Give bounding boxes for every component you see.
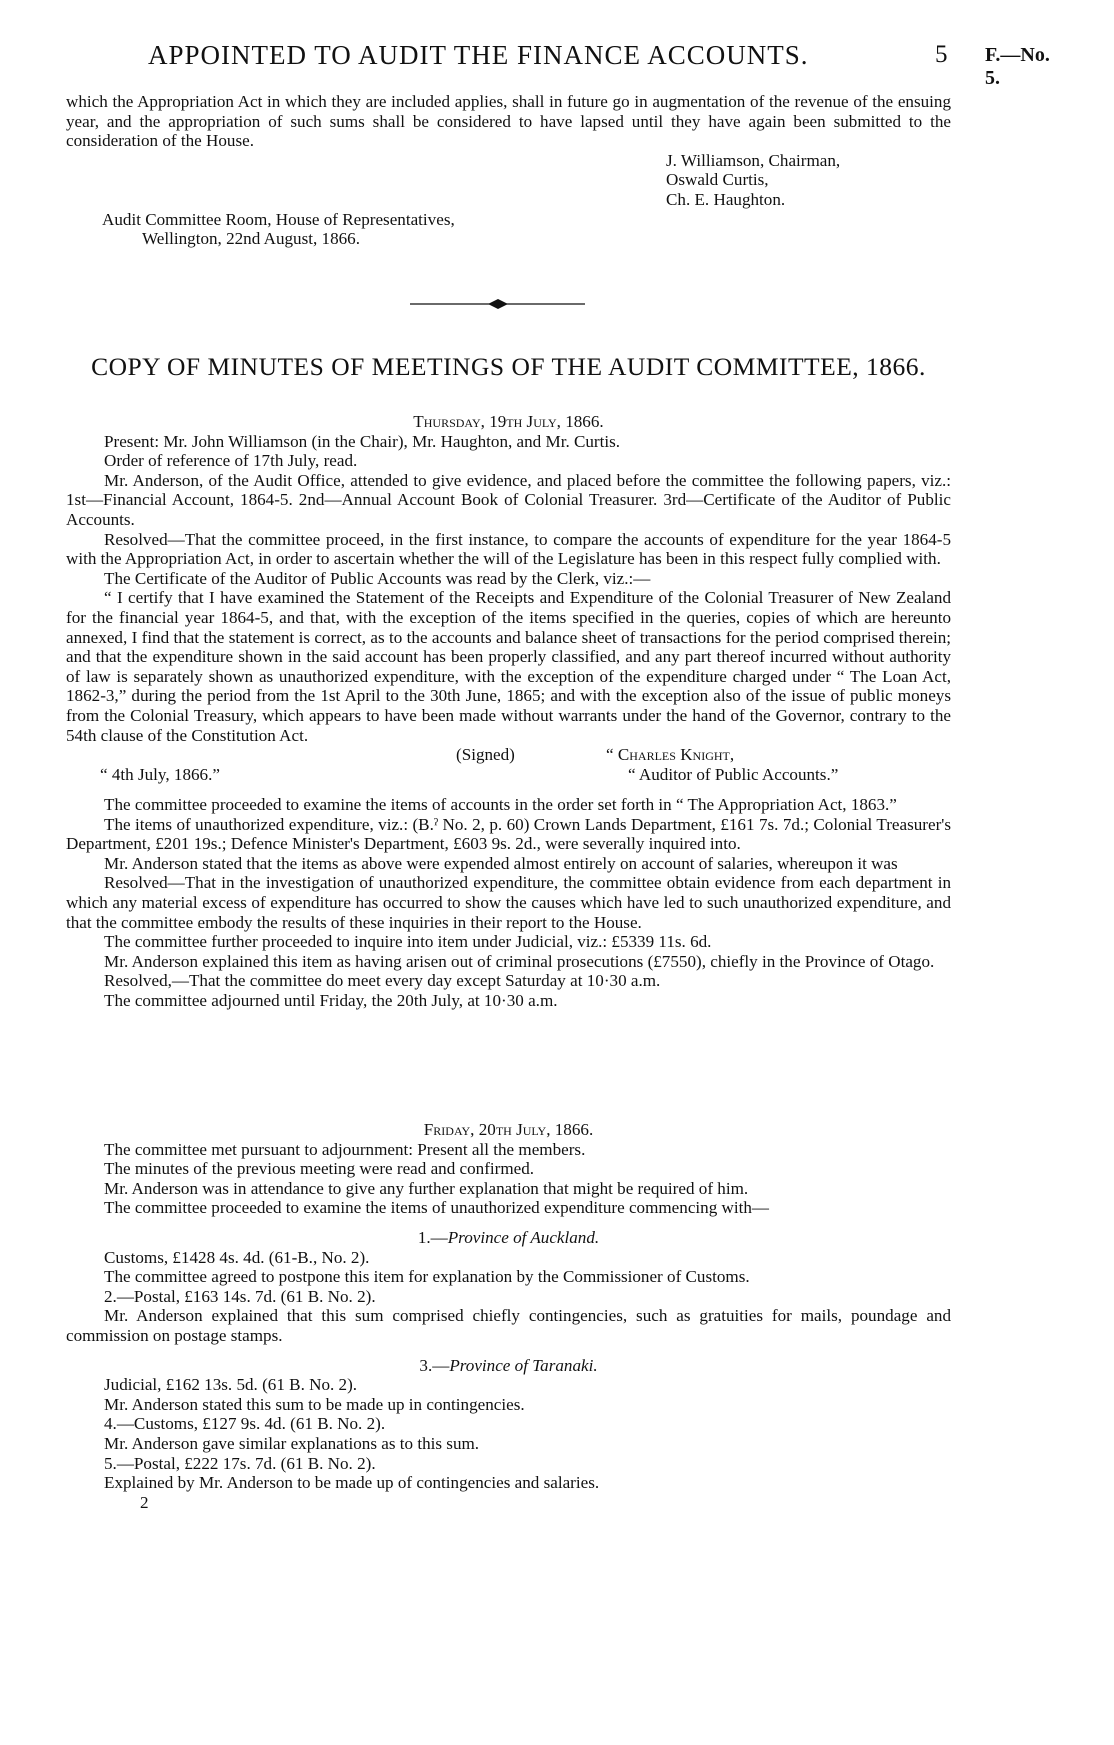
minute-item: Mr. Anderson gave similar explanations as to this sum.	[104, 1433, 480, 1453]
ornamental-divider	[410, 298, 585, 310]
minute-item: Mr. Anderson explained that this sum comprised chiefly contingencies, such as gratuities for mails, poundage and commission on postage stamps.	[66, 1306, 951, 1345]
province-number: 3.—	[419, 1355, 450, 1375]
meeting-1	[66, 412, 951, 1011]
minute-paragraph: Mr. Anderson explained this item as having arisen out of criminal prosecutions (£7550), chiefly in the Province of Otago.	[104, 951, 935, 971]
meeting-2	[66, 1120, 951, 1512]
signatory: J. Williamson, Chairman,	[666, 150, 841, 170]
paper-reference: F.—No. 5.	[985, 44, 1050, 89]
signed-name: “ Charles Knight,	[606, 745, 735, 765]
running-header	[60, 40, 1064, 89]
province-name: Province of Auckland.	[447, 1227, 600, 1247]
minute-item: Mr. Anderson stated this sum to be made up in contingencies.	[104, 1394, 525, 1414]
minute-item: Explained by Mr. Anderson to be made up of contingencies and salaries.	[104, 1473, 600, 1493]
minute-item: The committee agreed to postpone this item for explanation by the Commissioner of Customs.	[104, 1267, 750, 1287]
minute-paragraph: The items of unauthorized expenditure, viz.: (B.ˀ No. 2, p. 60) Crown Lands Department, £161 7s. 7d.; Colonial Treasurer's Department, £201 19s.; Defence Minister's Department, £603 9s. 2d., were severally inquired into.	[66, 814, 951, 854]
province-name: Province of Taranaki.	[449, 1355, 598, 1375]
address-line: Audit Committee Room, House of Representatives,	[102, 209, 455, 229]
section-title: COPY OF MINUTES OF MEETINGS OF THE AUDIT COMMITTEE, 1866.	[91, 352, 926, 381]
province-number: 1.—	[417, 1227, 448, 1247]
meeting-date: Friday, 20th July, 1866.	[423, 1120, 594, 1139]
address-line: Wellington, 22nd August, 1866.	[142, 229, 360, 249]
minute-paragraph: Present: Mr. John Williamson (in the Chair), Mr. Haughton, and Mr. Curtis.	[104, 431, 621, 451]
signature-mark: 2	[140, 1492, 149, 1512]
minute-paragraph: The Certificate of the Auditor of Public Accounts was read by the Clerk, viz.:—	[104, 568, 651, 588]
minute-item: 2.—Postal, £163 14s. 7d. (61 B. No. 2).	[104, 1286, 376, 1306]
minute-paragraph: The minutes of the previous meeting were read and confirmed.	[104, 1159, 535, 1179]
minute-item: 4.—Customs, £127 9s. 4d. (61 B. No. 2).	[104, 1414, 386, 1434]
signed-title: “ Auditor of Public Accounts.”	[628, 765, 839, 785]
province-heading	[66, 1356, 951, 1376]
header-title: APPOINTED TO AUDIT THE FINANCE ACCOUNTS.	[148, 40, 809, 70]
minute-paragraph: The committee proceeded to examine the items of accounts in the order set forth in “ The Appropriation Act, 1863.”	[104, 795, 897, 815]
minute-paragraph: The committee met pursuant to adjournment: Present all the members.	[104, 1139, 586, 1159]
minute-paragraph: The committee proceeded to examine the items of unauthorized expenditure commencing with—	[104, 1198, 770, 1218]
certificate-quote: “ I certify that I have examined the Statement of the Receipts and Expenditure of the Colonial Treasurer of New Zealand for the financial year 1864-5, and that, with the exception of the items specified in the queries, copies of which are hereunto annexed, I find that the statement is correct, as to the accounts and balance sheet of transactions for the period comprised therein; and that the expenditure shown in the said account has been properly classified, and any part thereof incurred without authority of law is separately shown as unauthorized expenditure, with the exception of the expenditure charged under “ The Loan Act, 1862-3,” during the period from the 1st April to the 30th June, 1865; and with the exception also of the issue of public moneys from the Colonial Treasury, which appears to have been made without warrants under the hand of the Governor, contrary to the 54th clause of the Constitution Act.	[66, 588, 951, 745]
meeting-date: Thursday, 19th July, 1866.	[413, 412, 604, 431]
certificate-date: “ 4th July, 1866.”	[100, 765, 220, 785]
minute-paragraph: Mr. Anderson stated that the items as above were expended almost entirely on account of salaries, whereupon it was	[104, 853, 898, 873]
minute-paragraph: Resolved—That in the investigation of unauthorized expenditure, the committee obtain evidence from each department in which any material excess of expenditure has occurred to show the causes which have led to such unauthorized expenditure, and that the committee embody the results of these inquiries in their report to the House.	[66, 873, 951, 932]
minute-paragraph: Resolved—That the committee proceed, in the first instance, to compare the accounts of expenditure for the year 1864-5 with the Appropriation Act, in order to ascertain whether the will of the Legislature has been in this respect fully complied with.	[66, 529, 951, 569]
signed-label: (Signed)	[456, 745, 515, 765]
intro-paragraph: which the Appropriation Act in which they are included applies, shall in future go in augmentation of the revenue of the ensuing year, and the appropriation of such sums shall be considered to have lapsed until they have again been submitted to the consideration of the House.	[66, 92, 951, 151]
minute-paragraph: Resolved,—That the committee do meet every day except Saturday at 10·30 a.m.	[104, 971, 661, 991]
signature-row	[66, 745, 951, 765]
minute-paragraph: The committee further proceeded to inquire into item under Judicial, viz.: £5339 11s. 6d.	[104, 932, 712, 952]
intro-block	[66, 92, 951, 249]
page-number: 5	[935, 41, 948, 68]
signature-row	[66, 765, 951, 785]
province-heading	[66, 1228, 951, 1248]
minute-paragraph: The committee adjourned until Friday, the 20th July, at 10·30 a.m.	[104, 991, 558, 1011]
signatory: Oswald Curtis,	[666, 170, 769, 190]
minute-paragraph: Mr. Anderson was in attendance to give any further explanation that might be required of him.	[104, 1178, 749, 1198]
minute-item: Judicial, £162 13s. 5d. (61 B. No. 2).	[104, 1375, 358, 1395]
signatory: Ch. E. Haughton.	[666, 189, 786, 209]
minute-item: 5.—Postal, £222 17s. 7d. (61 B. No. 2).	[104, 1453, 376, 1473]
minute-paragraph: Order of reference of 17th July, read.	[104, 451, 358, 471]
minute-paragraph: Mr. Anderson, of the Audit Office, attended to give evidence, and placed before the committee the following papers, viz.: 1st—Financial Account, 1864-5. 2nd—Annual Account Book of Colonial Treasurer. 3rd—Certificate of the Auditor of Public Accounts.	[66, 470, 951, 529]
minute-item: Customs, £1428 4s. 4d. (61-B., No. 2).	[104, 1247, 370, 1267]
